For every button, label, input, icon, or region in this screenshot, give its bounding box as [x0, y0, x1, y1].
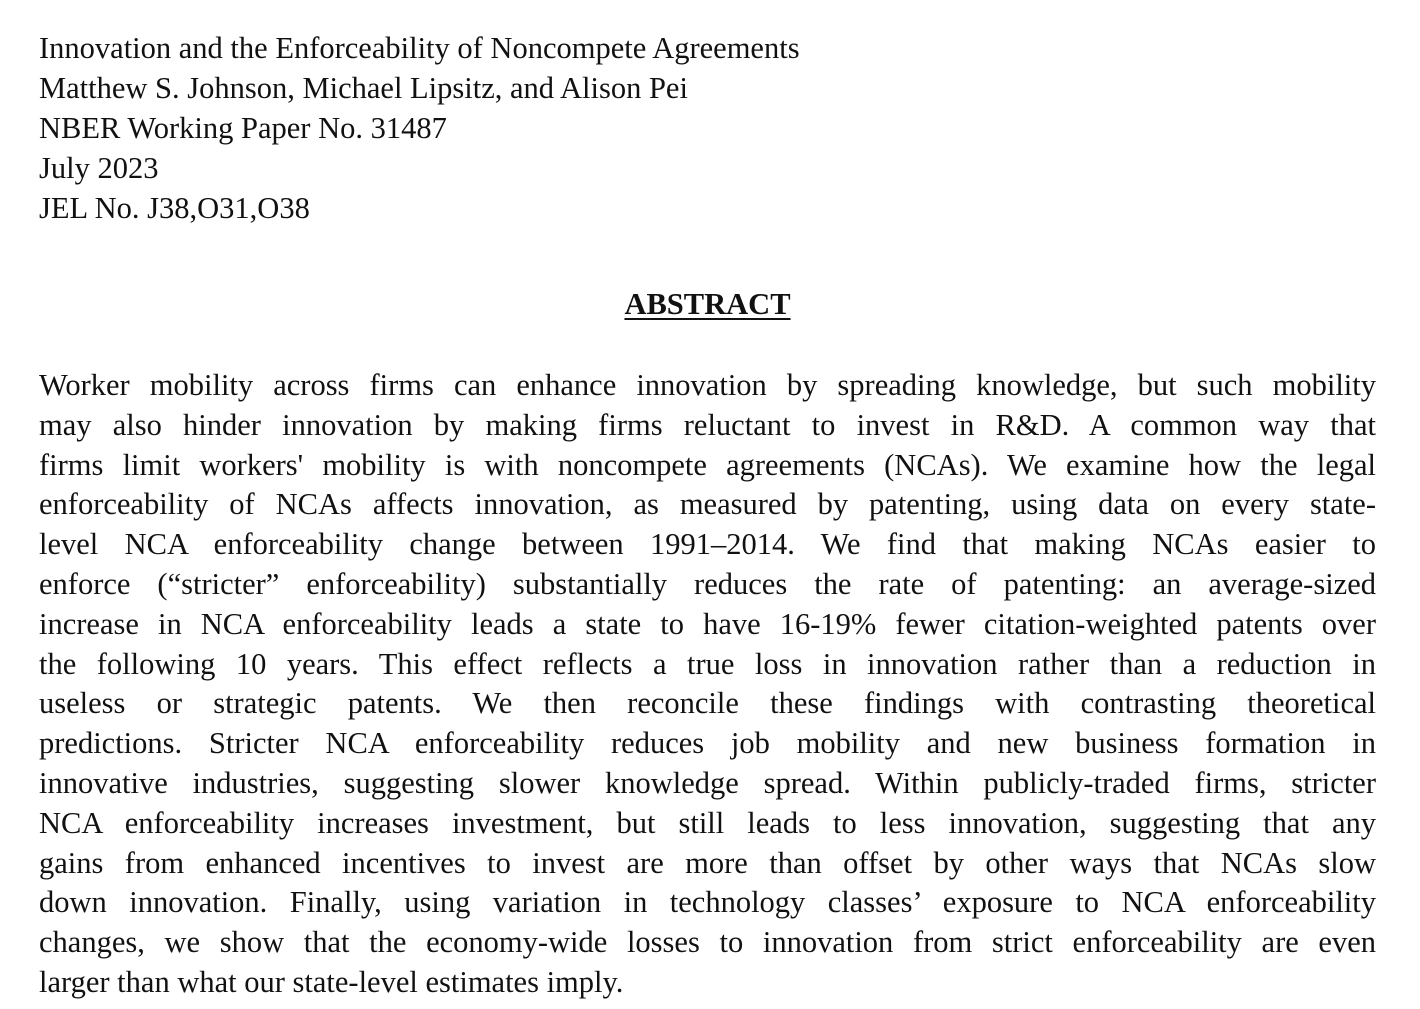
abstract-line: NCA enforceability increases investment, but still leads to less innovation, suggesting that any: [39, 805, 1376, 840]
abstract-body: [39, 366, 1376, 1003]
abstract-line: gains from enhanced incentives to invest are more than offset by other ways that NCAs slow: [39, 845, 1376, 880]
abstract-line: predictions. Stricter NCA enforceability reduces job mobility and new business formation in: [39, 726, 1376, 761]
paper-authors: Matthew S. Johnson, Michael Lipsitz, and Alison Pei: [39, 71, 688, 105]
abstract-line: larger than what our state-level estimates imply.: [39, 964, 624, 999]
abstract-line: down innovation. Finally, using variation in technology classes’ exposure to NCA enforceability: [39, 885, 1376, 920]
abstract-line: Worker mobility across firms can enhance innovation by spreading knowledge, but such mobility: [39, 368, 1376, 402]
abstract-line: useless or strategic patents. We then reconcile these findings with contrasting theoretical: [39, 686, 1376, 721]
abstract-line: changes, we show that the economy-wide losses to innovation from strict enforceability are even: [39, 925, 1376, 960]
paper-series: NBER Working Paper No. 31487: [39, 111, 447, 145]
abstract-line: innovative industries, suggesting slower knowledge spread. Within publicly-traded firms, stricter: [39, 765, 1376, 800]
abstract-line: increase in NCA enforceability leads a state to have 16-19% fewer citation-weighted patents over: [39, 606, 1376, 641]
paper-page: [39, 28, 1376, 1003]
paper-title: Innovation and the Enforceability of Noncompete Agreements: [39, 31, 800, 65]
abstract-line: may also hinder innovation by making firms reluctant to invest in R&D. A common way that: [39, 407, 1376, 442]
abstract-heading: ABSTRACT: [624, 287, 791, 321]
abstract-line: level NCA enforceability change between 1991–2014. We find that making NCAs easier to: [39, 527, 1376, 562]
abstract-line: firms limit workers' mobility is with noncompete agreements (NCAs). We examine how the legal: [39, 447, 1376, 482]
abstract-line: enforce (“stricter” enforceability) substantially reduces the rate of patenting: an average-sized: [39, 566, 1376, 601]
paper-date: July 2023: [39, 151, 159, 185]
abstract-line: enforceability of NCAs affects innovation, as measured by patenting, using data on every state-: [39, 487, 1376, 522]
paper-jel-codes: JEL No. J38,O31,O38: [39, 191, 310, 225]
abstract-line: the following 10 years. This effect reflects a true loss in innovation rather than a reduction in: [39, 646, 1376, 681]
